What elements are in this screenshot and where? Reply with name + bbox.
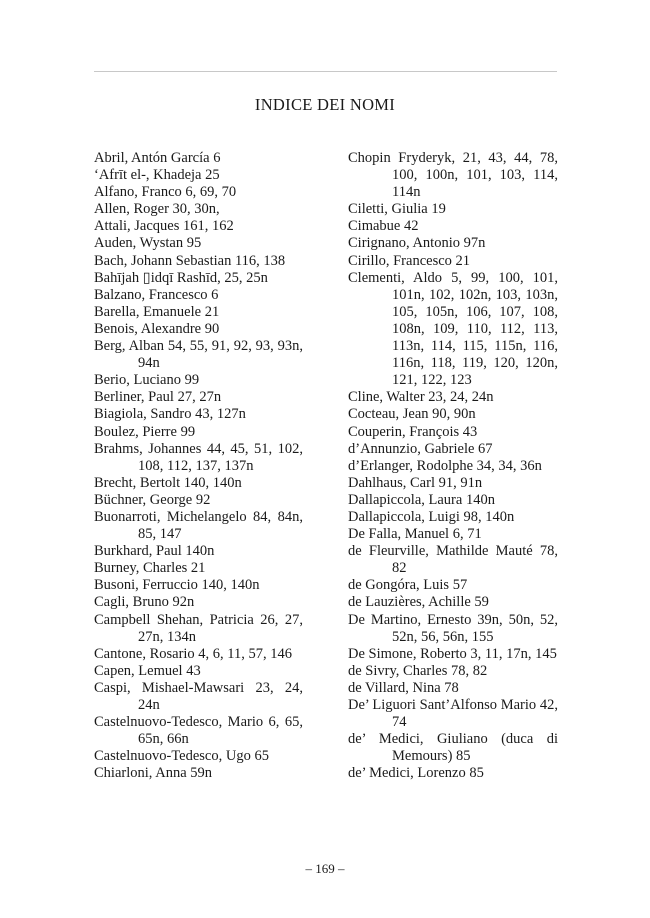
page-title: INDICE DEI NOMI	[254, 95, 396, 114]
index-entry: d’Erlanger, Rodolphe 34, 34, 36n	[348, 457, 542, 474]
index-entry: ‘Afrīt el-, Khadeja 25	[94, 167, 220, 184]
index-entry: de’ Medici, Lorenzo 85	[348, 765, 484, 782]
header-rule	[94, 71, 557, 72]
page-number: – 169 –	[305, 861, 345, 876]
index-entry: Benois, Alexandre 90	[94, 320, 220, 337]
index-column-left	[94, 150, 303, 782]
index-entry: Cirignano, Antonio 97n	[348, 235, 486, 252]
index-entry: Allen, Roger 30, 30n,	[94, 201, 220, 218]
index-entry: De Martino, Ernesto 39n, 50n, 52, 52n, 56, 56n, 155	[348, 611, 558, 645]
index-entry: Bahījah ▯idqī Rashīd, 25, 25n	[94, 269, 268, 286]
index-entry: Cline, Walter 23, 24, 24n	[348, 389, 494, 406]
index-entry: Capen, Lemuel 43	[94, 662, 201, 679]
index-entry: Castelnuovo-Tedesco, Ugo 65	[94, 748, 269, 765]
index-entry: Caspi, Mishael-Mawsari 23, 24, 24n	[94, 679, 303, 713]
index-entry: Castelnuovo-Tedesco, Mario 6, 65, 65n, 66n	[94, 714, 303, 748]
index-entry: Cagli, Bruno 92n	[94, 594, 195, 611]
index-entry: Couperin, François 43	[348, 423, 478, 440]
index-entry: Campbell Shehan, Patricia 26, 27, 27n, 134n	[94, 611, 303, 645]
index-entry: Cimabue 42	[348, 218, 419, 235]
index-entry: Buonarroti, Michelangelo 84, 84n, 85, 147	[94, 508, 303, 543]
index-entry: Dallapiccola, Laura 140n	[348, 491, 495, 508]
index-entry: Chopin Fryderyk, 21, 43, 44, 78, 100, 100n, 101, 103, 114, 114n	[348, 150, 558, 201]
index-entry: Dallapiccola, Luigi 98, 140n	[348, 508, 515, 525]
index-entry: Alfano, Franco 6, 69, 70	[94, 184, 237, 201]
index-entry: Chiarloni, Anna 59n	[94, 765, 213, 782]
index-entry: de Sivry, Charles 78, 82	[348, 662, 488, 679]
index-entry: Dahlhaus, Carl 91, 91n	[348, 474, 483, 491]
index-entry: de Gongóra, Luis 57	[348, 577, 468, 594]
index-entry: Bach, Johann Sebastian 116, 138	[94, 252, 286, 269]
index-entry: Busoni, Ferruccio 140, 140n	[94, 577, 260, 594]
index-entry: De’ Liguori Sant’Alfonso Mario 42, 74	[348, 697, 558, 731]
index-entry: Brecht, Bertolt 140, 140n	[94, 474, 242, 491]
index-entry: Brahms, Johannes 44, 45, 51, 102, 108, 112, 137, 137n	[94, 440, 303, 474]
index-entry: de Fleurville, Mathilde Mauté 78, 82	[348, 543, 558, 577]
index-entry: Berio, Luciano 99	[94, 372, 200, 389]
index-entry: Berg, Alban 54, 55, 91, 92, 93, 93n, 94n	[94, 338, 303, 372]
index-entry: Burkhard, Paul 140n	[94, 543, 215, 560]
index-column-right	[348, 150, 558, 782]
index-entry: d’Annunzio, Gabriele 67	[348, 440, 493, 457]
index-entry: Cocteau, Jean 90, 90n	[348, 406, 476, 423]
index-entry: Cirillo, Francesco 21	[348, 252, 471, 269]
index-entry: Burney, Charles 21	[94, 560, 206, 577]
index-entry: Balzano, Francesco 6	[94, 286, 219, 303]
index-entry: De Falla, Manuel 6, 71	[348, 526, 482, 543]
index-entry: Büchner, George 92	[94, 491, 211, 508]
index-entry: de’ Medici, Giuliano (duca di Memours) 85	[348, 731, 558, 765]
index-entry: Cantone, Rosario 4, 6, 11, 57, 146	[94, 645, 293, 662]
index-entry: De Simone, Roberto 3, 11, 17n, 145	[348, 645, 557, 662]
index-entry: Biagiola, Sandro 43, 127n	[94, 406, 246, 423]
index-entry: de Villard, Nina 78	[348, 679, 459, 696]
index-entry: de Lauzières, Achille 59	[348, 594, 489, 611]
index-entry: Boulez, Pierre 99	[94, 423, 196, 440]
index-entry: Attali, Jacques 161, 162	[94, 218, 234, 235]
index-entry: Barella, Emanuele 21	[94, 303, 220, 320]
index-entry: Ciletti, Giulia 19	[348, 201, 446, 218]
index-entry: Berliner, Paul 27, 27n	[94, 389, 222, 406]
index-entry: Abril, Antón García 6	[94, 150, 221, 166]
index-entry: Auden, Wystan 95	[94, 235, 202, 252]
index-entry: Clementi, Aldo 5, 99, 100, 101, 101n, 102, 102n, 103, 103n, 105, 105n, 106, 107, 108, 108n, 109, 110, 112, 113, 113n, 114, 115, 115n, 116, 116n, 118, 119, 120, 120n, 121, 122, 123	[348, 269, 558, 389]
